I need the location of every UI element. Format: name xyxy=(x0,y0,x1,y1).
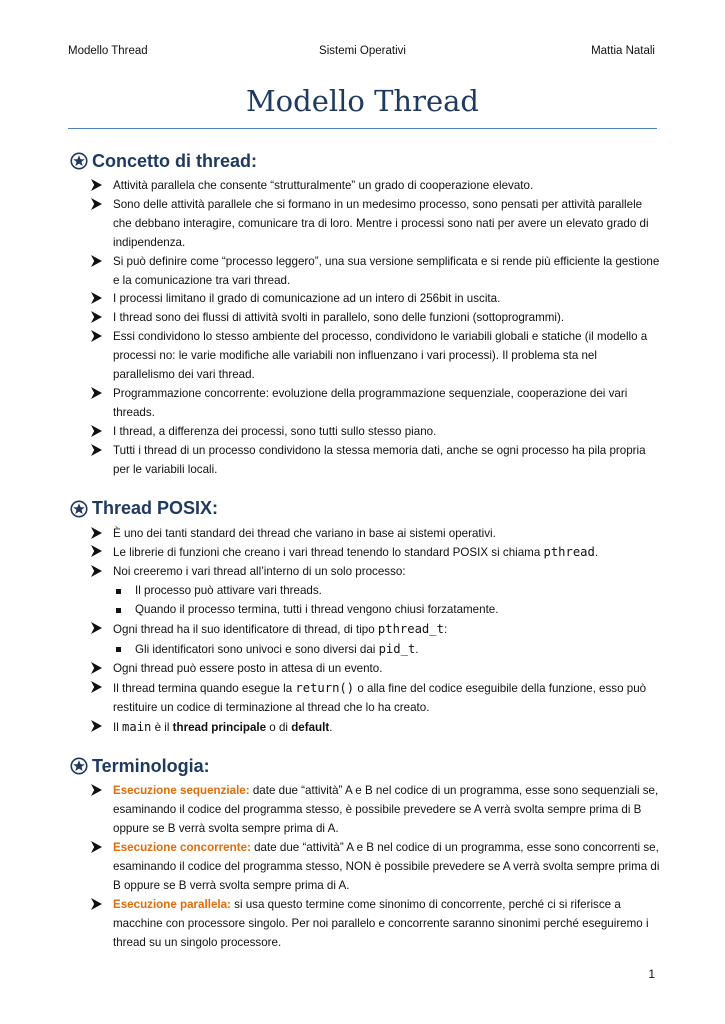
list-item-text: Programmazione concorrente: evoluzione della programmazione sequenziale, cooperazione dei vari threads. xyxy=(113,386,628,419)
inline-code: pthread xyxy=(543,545,595,560)
list-item xyxy=(70,253,660,291)
section-heading-text: Concetto di thread: xyxy=(92,150,257,171)
square-bullet-icon xyxy=(116,608,121,613)
list-item-text: Il xyxy=(113,720,123,734)
list-item xyxy=(70,679,660,718)
list-item-text: Si può definire come “processo leggero”, una sua versione semplificata e si rende più efficiente la gestione e la comunicazione tra vari thread. xyxy=(113,254,660,287)
list-item-text: I processi limitano il grado di comunicazione ad un intero di 256bit in uscita. xyxy=(113,292,501,306)
arrowhead-icon xyxy=(91,292,102,304)
list-item xyxy=(70,423,660,442)
sub-list-item-text: Quando il processo termina, tutti i thread vengono chiusi forzatamente. xyxy=(135,603,499,617)
header-left: Modello Thread xyxy=(68,45,148,57)
list-item-text: Ogni thread ha il suo identificatore di thread, di tipo xyxy=(113,623,378,637)
list-item xyxy=(70,290,660,309)
arrowhead-icon xyxy=(91,425,102,437)
list-item-text: Tutti i thread di un processo condividono la stessa memoria dati, anche se ogni processo ha pila propria per le variabili locali. xyxy=(113,443,646,476)
list-item xyxy=(70,328,660,385)
list-item-text: Le librerie di funzioni che creano i vari thread tenendo lo standard POSIX si chiama xyxy=(113,546,544,560)
list-item xyxy=(70,543,660,563)
arrowhead-icon xyxy=(91,545,102,557)
list-item-text: Noi creeremo i vari thread all’interno di un solo processo: xyxy=(113,565,406,579)
list-item xyxy=(70,309,660,328)
list-item xyxy=(70,563,660,620)
arrowhead-icon xyxy=(91,179,102,191)
list-item xyxy=(70,525,660,544)
page-title: Modello Thread xyxy=(245,84,479,118)
section-heading-text: Thread POSIX: xyxy=(92,498,219,518)
arrowhead-icon xyxy=(91,622,102,634)
term-label: Esecuzione parallela: xyxy=(113,897,231,911)
sub-bullet-list xyxy=(113,582,660,620)
sub-list-item-text: Il processo può attivare vari threads. xyxy=(135,584,322,598)
list-item-text: Il thread termina quando esegue la xyxy=(113,681,296,695)
term-label: Esecuzione sequenziale: xyxy=(113,784,250,798)
sub-list-item-text-end: . xyxy=(415,642,419,656)
title-underline xyxy=(68,128,657,129)
bullet-list xyxy=(70,782,660,952)
arrowhead-icon xyxy=(91,311,102,323)
arrowhead-icon xyxy=(91,681,102,693)
list-item-text-end: . xyxy=(329,720,333,734)
list-item-text: Ogni thread può essere posto in attesa di un evento. xyxy=(113,661,383,675)
list-item-text: È uno dei tanti standard dei thread che variano in base ai sistemi operativi. xyxy=(113,526,496,540)
list-item-text: si usa questo termine come sinonimo di concorrente, perché ci si riferisce a macchine con processore singolo. Per noi parallelo e concorrente saranno sinonimi perché eseguiremo i thread su un singolo processore. xyxy=(113,897,649,949)
bullet-list xyxy=(70,525,660,738)
square-bullet-icon xyxy=(116,589,121,594)
section-heading xyxy=(70,148,660,174)
inline-code: main xyxy=(122,719,152,734)
bold-term: thread principale xyxy=(172,720,267,734)
star-circle-icon xyxy=(70,757,88,775)
arrowhead-icon xyxy=(91,841,102,853)
list-item xyxy=(70,718,660,738)
document-body xyxy=(70,148,660,969)
section-heading xyxy=(70,496,660,522)
list-item-text: I thread, a differenza dei processi, sono tutti sullo stesso piano. xyxy=(113,424,437,438)
section-thread-posix xyxy=(70,496,660,738)
list-item xyxy=(70,196,660,253)
list-item-text-end: o alla fine del codice eseguibile della funzione, esso può restituire un codice di terminazione al thread che lo ha creato. xyxy=(113,681,647,714)
term-label: Esecuzione concorrente: xyxy=(113,841,251,855)
list-item-text: date due “attività” A e B nel codice di un programma, esse sono concorrenti se, esaminando il codice del programma stesso, NON è possibile prevedere se A verrà svolta sempre prima di B oppure se B verrà svolta sempre prima di A. xyxy=(113,841,660,892)
list-item-text: date due “attività” A e B nel codice di un programma, esse sono sequenziali se, esaminando il codice del programma stesso, è possibile prevedere se A verrà svolta sempre prima di B oppure se B verrà svolta sempre prima di A. xyxy=(113,784,659,836)
arrowhead-icon xyxy=(91,784,102,796)
arrowhead-icon xyxy=(91,720,102,732)
arrowhead-icon xyxy=(91,387,102,399)
section-concetto-di-thread xyxy=(70,148,660,480)
list-item xyxy=(70,385,660,423)
star-circle-icon xyxy=(70,152,88,170)
list-item xyxy=(70,442,660,480)
list-item-text-end: : xyxy=(443,623,448,637)
list-item xyxy=(70,620,660,660)
star-circle-icon xyxy=(70,500,88,518)
list-item-text-mid: o di xyxy=(266,720,292,734)
sub-list-item-text: Gli identificatori sono univoci e sono diversi dai xyxy=(135,642,379,656)
arrowhead-icon xyxy=(91,330,102,342)
bold-term: default xyxy=(291,720,330,734)
list-item-text-end: . xyxy=(594,546,599,560)
list-item xyxy=(70,177,660,196)
arrowhead-icon xyxy=(91,565,102,577)
arrowhead-icon xyxy=(91,527,102,539)
list-item-text: Essi condividono lo stesso ambiente del processo, condividono le variabili globali e statiche (il modello a processi no: le varie modifiche alle variabili non influenzano i vari processi). Il problema sta nel parallelismo dei vari thread. xyxy=(113,330,648,382)
sub-list-item xyxy=(113,601,660,620)
inline-code: pthread_t xyxy=(377,622,444,637)
square-bullet-icon xyxy=(116,647,121,652)
list-item xyxy=(70,839,660,896)
section-heading-text: Terminologia: xyxy=(92,755,210,776)
header-right: Mattia Natali xyxy=(591,45,655,57)
inline-code: pid_t xyxy=(378,641,416,656)
sub-list-item xyxy=(113,582,660,601)
page-number: 1 xyxy=(648,967,655,981)
sub-bullet-list xyxy=(113,640,660,660)
list-item-text: Sono delle attività parallele che si formano in un medesimo processo, sono pensati per attività parallele che debbano interagire, comunicare tra di loro. Mentre i processi sono nati per avere un elevato grado di indipendenza. xyxy=(113,197,649,249)
inline-code: return() xyxy=(295,680,355,695)
arrowhead-icon xyxy=(91,898,102,910)
section-heading xyxy=(70,753,660,779)
header-center: Sistemi Operativi xyxy=(319,45,406,57)
section-terminologia xyxy=(70,753,660,952)
arrowhead-icon xyxy=(91,444,102,456)
bullet-list xyxy=(70,177,660,480)
list-item-text: Attività parallela che consente “strutturalmente” un grado di cooperazione elevato. xyxy=(113,179,534,192)
arrowhead-icon xyxy=(91,198,102,210)
arrowhead-icon xyxy=(91,255,102,267)
list-item xyxy=(70,896,660,953)
list-item-text-mid: è il xyxy=(151,720,173,734)
list-item xyxy=(70,782,660,839)
arrowhead-icon xyxy=(91,662,102,674)
sub-list-item xyxy=(113,640,660,660)
list-item-text: I thread sono dei flussi di attività svolti in parallelo, sono delle funzioni (sottoprogrammi). xyxy=(113,311,565,325)
list-item xyxy=(70,660,660,679)
